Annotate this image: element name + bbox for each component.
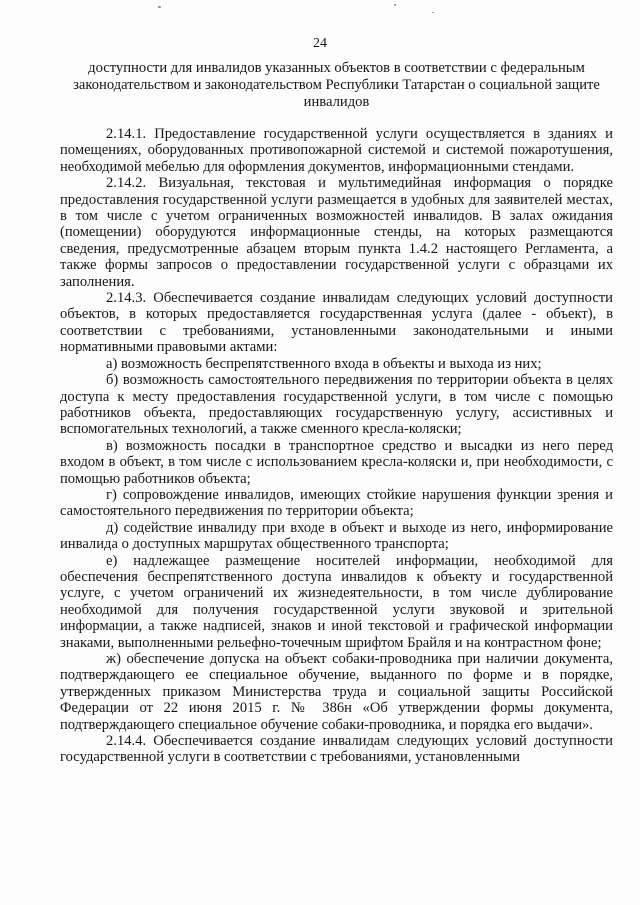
paragraph-2-14-4: 2.14.4. Обеспечивается создание инвалидам следующих условий доступности государственной услуги в соответствии с требованиями, установленными <box>60 733 613 766</box>
scan-artifact <box>158 6 161 8</box>
paragraph-2-14-2: 2.14.2. Визуальная, текстовая и мультимедийная информация о порядке предоставления государственной услуги размещается в удобных для заявителей местах, в том числе с учетом ограниченных возможностей инвалидов. В залах ожидания (помещении) оборудуются информационные стенды, на которых размещаются сведения, предусмотренные абзацем вторым пункта 1.4.2 настоящего Регламента, а также формы запросов о предоставлении государственной услуги с образцами их заполнения. <box>60 175 613 290</box>
section-heading: доступности для инвалидов указанных объектов в соответствии с федеральным законодательством и законодательством Республики Татарстан о социальной защите инвалидов <box>73 60 600 110</box>
paragraph-2-14-3: 2.14.3. Обеспечивается создание инвалидам следующих условий доступности объектов, в которых предоставляется государственная услуга (далее - объект), в соответствии с требованиями, установленными законодательными и иными нормативными правовыми актами: <box>60 290 613 356</box>
scan-artifact <box>394 4 396 6</box>
list-item-v: в) возможность посадки в транспортное средство и высадки из него перед входом в объект, в том числе с использованием кресла-коляски и, при необходимости, с помощью работников объекта; <box>60 437 613 487</box>
document-body <box>60 126 613 766</box>
list-item-a: а) возможность беспрепятственного входа в объекты и выхода из них; <box>106 355 542 372</box>
list-item-zh: ж) обеспечение допуска на объект собаки-проводника при наличии документа, подтверждающего ее специальное обучение, выданного по форме и в порядке, утвержденных приказом Министерства труда и социальной защиты Российской Федерации от 22 июня 2015 г. № 386н «Об утверждении формы документа, подтверждающего специальное обучение собаки-проводника, и порядка его выдачи». <box>60 651 613 733</box>
paragraph-2-14-1: 2.14.1. Предоставление государственной услуги осуществляется в зданиях и помещениях, оборудованных противопожарной системой и системой пожаротушения, необходимой мебелью для оформления документов, информационными стендами. <box>60 126 613 175</box>
list-item-b: б) возможность самостоятельного передвижения по территории объекта в целях доступа к месту предоставления государственной услуги, в том числе с помощью работников объекта, предоставляющих государственную услугу, ассистивных и вспомогательных технологий, а также сменного кресла-коляски; <box>60 372 613 438</box>
list-item-e: е) надлежащее размещение носителей информации, необходимой для обеспечения беспрепятственного доступа инвалидов к объекту и государственной услуге, с учетом ограничений их жизнедеятельности, в том числе дублирование необходимой для получения государственной услуги звуковой и зрительной информации, а также надписей, знаков и иной текстовой и графической информации знаками, выполненными рельефно-точечным шрифтом Брайля и на контрастном фоне; <box>60 552 613 651</box>
list-item-g: г) сопровождение инвалидов, имеющих стойкие нарушения функции зрения и самостоятельного передвижения по территории объекта; <box>60 486 613 520</box>
scan-artifact <box>432 12 434 13</box>
list-item-d: д) содействие инвалиду при входе в объект и выходе из него, информирование инвалида о доступных маршрутах общественного транспорта; <box>60 519 613 553</box>
page-number: 24 <box>313 36 327 51</box>
